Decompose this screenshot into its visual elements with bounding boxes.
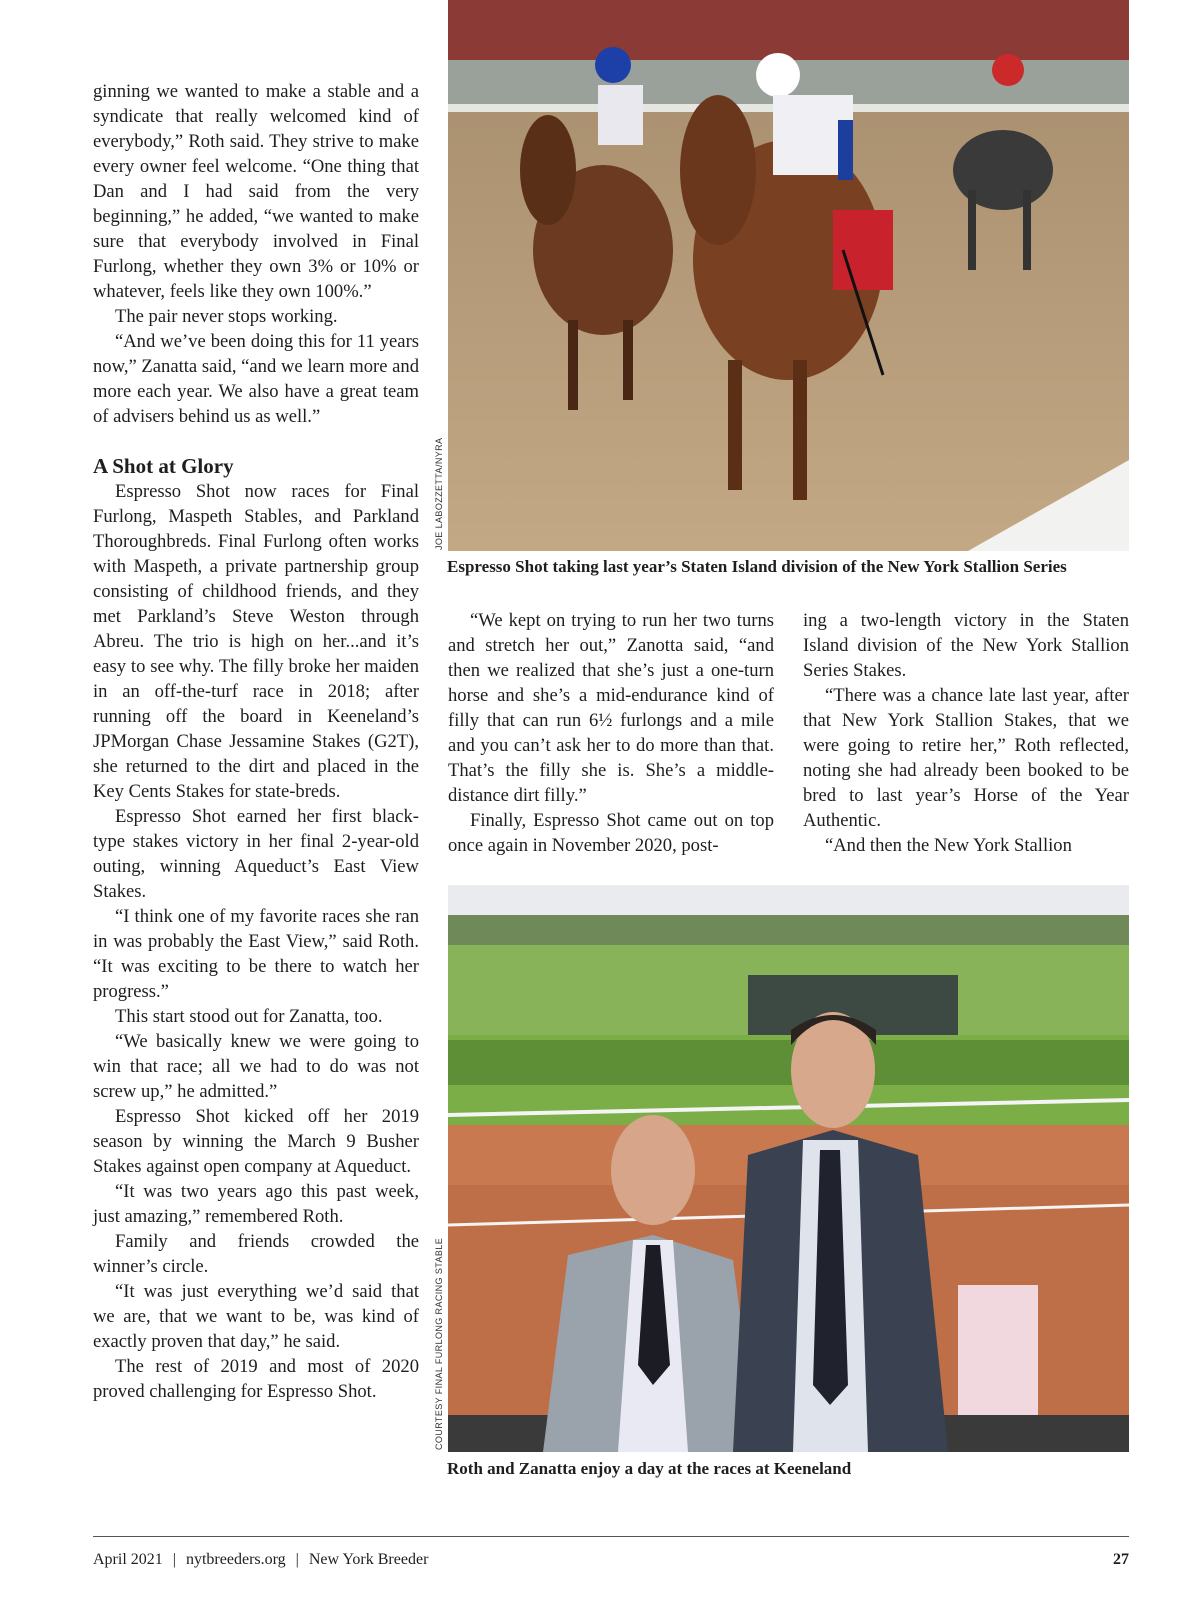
paragraph: “There was a chance late last year, after that New York Stallion Stakes, that we were going to retire her,” Roth reflected, noting she had already been booked to be bred to last year’s Horse of the Year Authentic.: [803, 685, 1129, 831]
paragraph: This start stood out for Zanatta, too.: [115, 1006, 383, 1027]
race-photo: [448, 0, 1129, 551]
paragraph: “And then the New York Stallion: [825, 835, 1072, 856]
photo-caption: Roth and Zanatta enjoy a day at the races at Keeneland: [447, 1459, 852, 1478]
paragraph: Family and friends crowded the winner’s circle.: [93, 1231, 419, 1277]
article-column-right: [803, 608, 1129, 858]
paragraph: “We basically knew we were going to win that race; all we had to do was not screw up,” he admitted.”: [93, 1031, 419, 1102]
owners-photo: [448, 885, 1129, 1452]
paragraph: ginning we wanted to make a stable and a syndicate that really welcomed kind of everybody,” Roth said. They strive to make every owner feel welcome. “One thing that Dan and I had said from the very beginning,” he added, “we wanted to make sure that everybody involved in Final Furlong, whether they own 3% or 10% or whatever, feels like they own 100%.”: [93, 81, 419, 302]
paragraph: “It was two years ago this past week, just amazing,” remembered Roth.: [93, 1181, 419, 1227]
footer-website: nytbreeders.org: [185, 1551, 286, 1568]
paragraph: Espresso Shot now races for Final Furlong, Maspeth Stables, and Parkland Thoroughbreds. Final Furlong often works with Maspeth, a private partnership group consisting of childhood friends, and they met Parkland’s Steve Weston through Abreu. The trio is high on her...and it’s easy to see why. The filly broke her maiden in an off-the-turf race in 2018; after running off the board in Keeneland’s JPMorgan Chase Jessamine Stakes (G2T), she returned to the dirt and placed in the Key Cents Stakes for state-breds.: [93, 481, 419, 802]
photo-credit: JOE LABOZZETTA/NYRA: [434, 437, 444, 550]
footer-separator: |: [295, 1551, 299, 1568]
paragraph: Espresso Shot earned her first black-type stakes victory in her final 2-year-old outing, winning Aqueduct’s East View Stakes.: [93, 806, 419, 902]
footer-publication: New York Breeder: [308, 1551, 429, 1568]
paragraph: The pair never stops working.: [115, 306, 338, 327]
footer-separator: |: [172, 1551, 176, 1568]
article-column-left: [93, 79, 419, 1404]
race-photo-illustration: [448, 0, 1129, 551]
page-number: 27: [1113, 1551, 1129, 1568]
photo-credit: COURTESY FINAL FURLONG RACING STABLE: [434, 1237, 444, 1450]
paragraph: The rest of 2019 and most of 2020 proved challenging for Espresso Shot.: [93, 1356, 419, 1402]
owners-photo-illustration: [448, 885, 1129, 1452]
paragraph: ing a two-length victory in the Staten Island division of the New York Stallion Series Stakes.: [803, 610, 1129, 681]
paragraph: “We kept on trying to run her two turns and stretch her out,” Zanotta said, “and then we realized that she’s just a one-turn horse and she’s a mid-endurance kind of filly that can run 6½ furlongs and a mile and you can’t ask her to do more than that. That’s the filly she is. She’s a middle-distance dirt filly.”: [448, 610, 774, 806]
article-column-middle: [448, 608, 774, 858]
footer-date: April 2021: [93, 1551, 163, 1568]
paragraph: Finally, Espresso Shot came out on top once again in November 2020, post-: [448, 810, 774, 856]
paragraph: “It was just everything we’d said that we are, that we want to be, was kind of exactly proven that day,” he said.: [93, 1281, 419, 1352]
paragraph: Espresso Shot kicked off her 2019 season by winning the March 9 Busher Stakes against open company at Aqueduct.: [93, 1106, 419, 1177]
footer-rule: [93, 1536, 1129, 1537]
page-footer: [93, 1550, 1129, 1570]
paragraph: “And we’ve been doing this for 11 years now,” Zanatta said, “and we learn more and more each year. We also have a great team of advisers behind us as well.”: [93, 331, 419, 427]
paragraph: “I think one of my favorite races she ran in was probably the East View,” said Roth. “It was exciting to be there to watch her progress.”: [93, 906, 419, 1002]
photo-caption: Espresso Shot taking last year’s Staten Island division of the New York Stallion Series: [447, 557, 1067, 576]
section-subhead: A Shot at Glory: [93, 454, 234, 478]
